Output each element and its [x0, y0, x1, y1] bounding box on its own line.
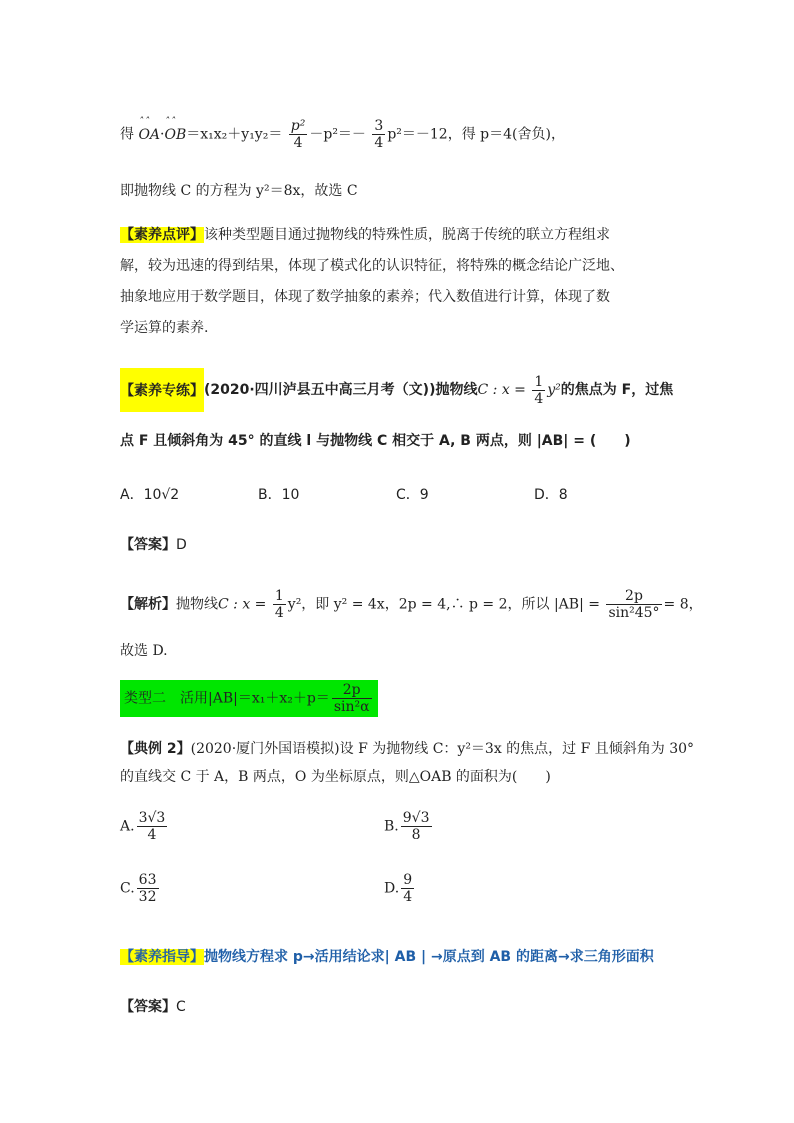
type-two-text: 类型二 活用|AB|＝x₁＋x₂＋p＝	[124, 690, 330, 707]
example-option-b	[384, 810, 434, 843]
vector-ob: ˆˆ OB	[165, 127, 187, 143]
fraction-2p-over-sin: $\frac{2p}{\text{sin²45°}}$	[608, 588, 660, 621]
example-option-c	[120, 872, 161, 905]
answer-value: D	[176, 537, 187, 553]
example-option-d	[384, 872, 416, 905]
analysis-text-e: = 8，	[663, 596, 703, 613]
comment-line-2: 解，较为迅速的得到结果，体现了模式化的认识特征，将特殊的概念结论广泛地、	[120, 258, 624, 274]
guide-line	[120, 946, 654, 966]
type-two-heading	[120, 680, 378, 717]
example-line-2: 的直线交 C 于 A，B 两点，O 为坐标原点，则△OAB 的面积为( )	[120, 769, 551, 785]
answer-line-2	[120, 996, 186, 1016]
answer-value: C	[176, 999, 186, 1015]
comment-line-4: 学运算的素养.	[120, 320, 209, 336]
example-label: 【典例 2】	[120, 741, 191, 757]
practice-text-a: 抛物线	[435, 382, 478, 398]
guide-label: 【素养指导】	[120, 949, 204, 965]
comment-label: 【素养点评】	[120, 227, 204, 243]
fraction-p2-over-4: $\frac{\text{p²}}{4}$	[290, 118, 306, 151]
practice-question-line-2: 点 F 且倾斜角为 45° 的直线 l 与抛物线 C 相交于 A, B 两点，则 |AB| = ( )	[120, 433, 631, 449]
option-fraction: $\frac{3√3}{4}$	[138, 810, 166, 843]
type-two-band	[120, 680, 378, 717]
analysis-line-2: 故选 D.	[120, 643, 168, 659]
derivation-eq: ＝x₁x₂＋y₁y₂＝	[186, 126, 283, 143]
comment-text-1: 该种类型题目通过抛物线的特殊性质，脱离于传统的联立方程组求	[204, 227, 610, 243]
example-line-1	[120, 738, 694, 758]
practice-formula: C : x =	[477, 382, 531, 398]
option-letter: D.	[384, 880, 400, 897]
guide-text: 抛物线方程求 p→活用结论求| AB | →原点到 AB 的距离→求三角形面积	[204, 949, 654, 965]
comment-line-3: 抽象地应用于数学题目，体现了数学抽象的素养；代入数值进行计算，体现了数	[120, 289, 610, 305]
option-a: A．10√2	[120, 487, 180, 503]
option-c: C．9	[396, 487, 429, 503]
option-fraction: $\frac{9}{4}$	[403, 872, 413, 905]
analysis-formula: C : x =	[218, 596, 271, 613]
derivation-prefix: 得	[120, 126, 134, 143]
example-option-a	[120, 810, 169, 843]
practice-text-d: 的焦点为 F，过焦	[560, 382, 674, 398]
option-letter: B.	[384, 818, 399, 835]
option-fraction: $\frac{9√3}{8}$	[402, 810, 430, 843]
derivation-line	[120, 118, 565, 151]
fraction-1-over-4-analysis: $\frac{1}{4}$	[274, 588, 284, 621]
option-b: B．10	[258, 487, 300, 503]
option-d: D．8	[534, 487, 568, 503]
analysis-label: 【解析】	[120, 596, 176, 613]
practice-question-line-1	[120, 368, 673, 412]
analysis-text-c: y²，即 y² = 4x，2p = 4,∴ p = 2，所以 |AB| =	[287, 596, 605, 613]
comment-line-1	[120, 224, 610, 244]
fraction-1-over-4: $\frac{1}{4}$	[534, 373, 544, 407]
conclusion-line: 即抛物线 C 的方程为 y²＝8x，故选 C	[120, 183, 358, 199]
option-letter: A.	[120, 818, 135, 835]
analysis-line-1	[120, 588, 703, 621]
vector-oa: ˆˆ OA	[138, 127, 160, 143]
fraction-3-over-4: $\frac{3}{4}$	[374, 118, 384, 151]
answer-line-1	[120, 534, 187, 554]
fraction-2p-over-sin-alpha: $\frac{2p}{\text{sin²α}}$	[333, 682, 370, 715]
option-fraction: $\frac{63}{32}$	[138, 872, 157, 905]
derivation-mid: －p²＝－	[309, 126, 366, 143]
answer-label: 【答案】	[120, 537, 176, 553]
practice-label: 【素养专练】	[120, 368, 204, 412]
answer-label: 【答案】	[120, 999, 176, 1015]
derivation-tail: p²＝－12，得 p＝4(舍负)，	[387, 126, 565, 143]
practice-source: (2020·四川泸县五中高三月考（文))	[204, 382, 436, 398]
example-text-1: (2020·厦门外国语模拟)设 F 为抛物线 C：y²＝3x 的焦点，过 F 且倾斜角为 30°	[190, 741, 695, 757]
analysis-text-a: 抛物线	[176, 596, 218, 613]
practice-y2: y²	[547, 382, 561, 398]
dot-symbol: ·	[160, 126, 165, 143]
option-letter: C.	[120, 880, 135, 897]
